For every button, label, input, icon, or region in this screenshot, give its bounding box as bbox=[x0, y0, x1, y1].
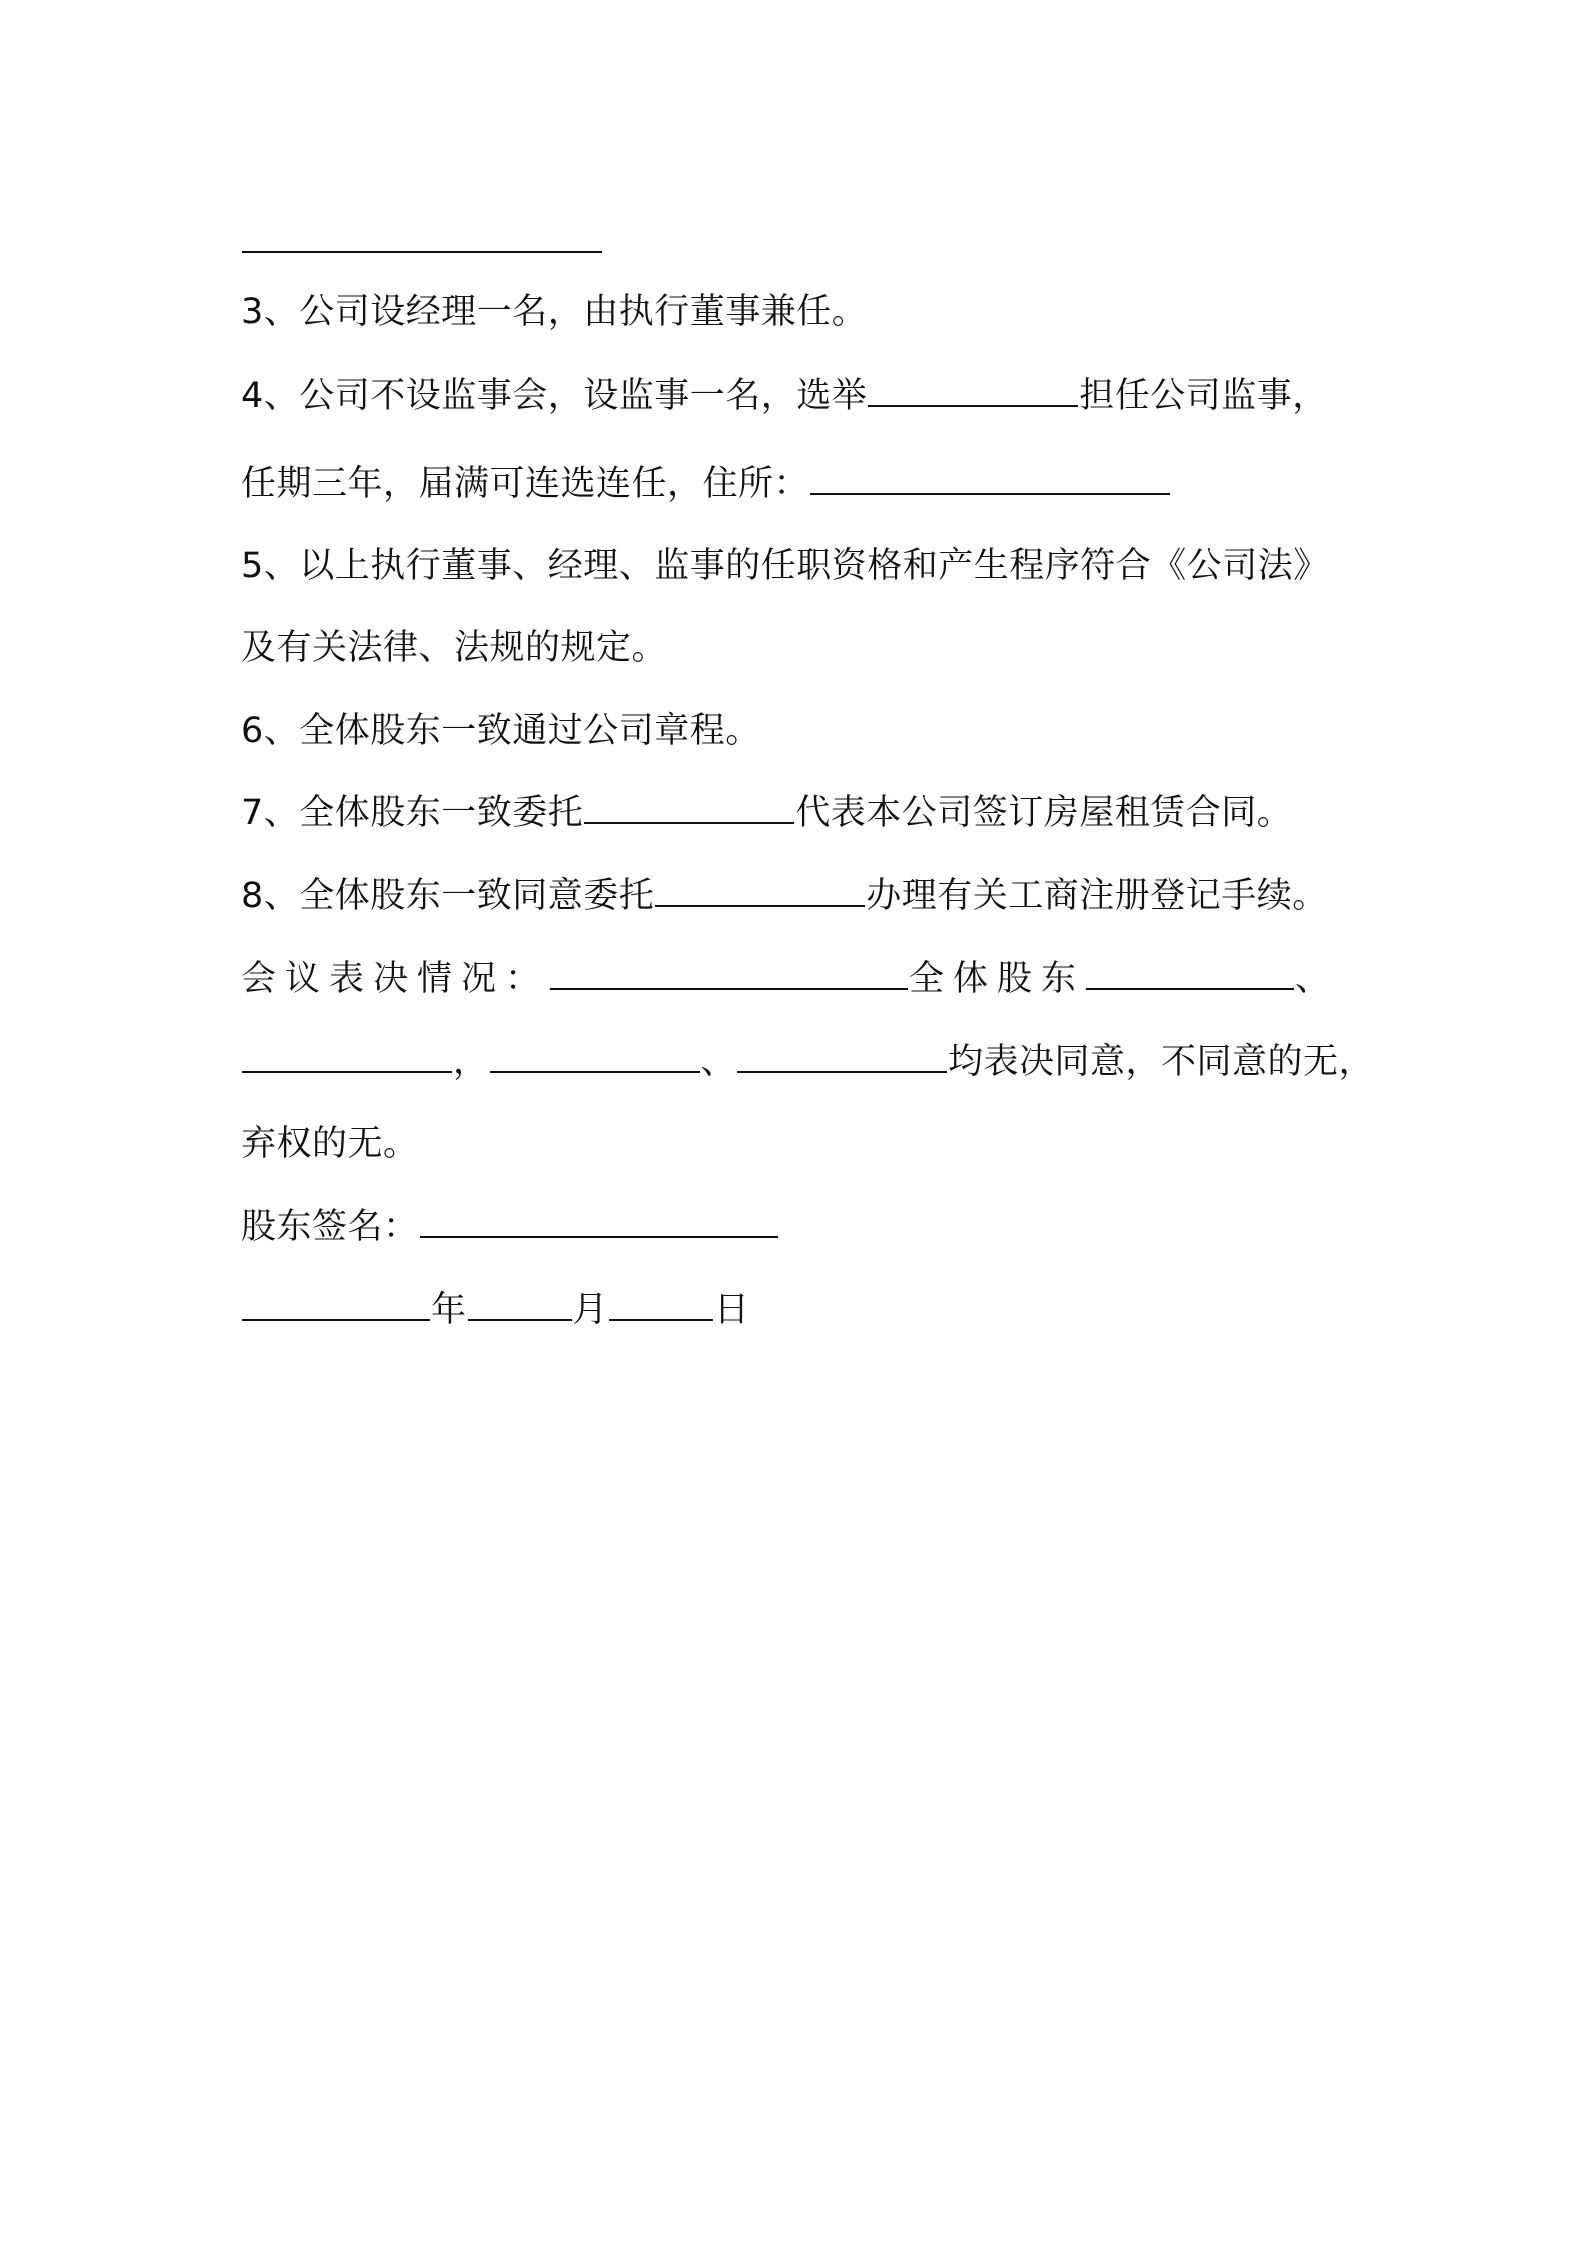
vote-separator-3: 、 bbox=[700, 1042, 737, 1082]
clause-5-text-1: 5、以上执行董事、经理、监事的任职资格和产生程序符合《公司法》 bbox=[241, 546, 1329, 586]
clause-4-term-text: 任期三年，届满可连选连任，住所： bbox=[241, 464, 810, 504]
clause-7-text-pre: 7、全体股东一致委托 bbox=[241, 793, 584, 833]
clause-8 bbox=[241, 872, 1328, 920]
lease-agent-blank[interactable] bbox=[584, 792, 794, 824]
signature-blank[interactable] bbox=[420, 1206, 778, 1238]
clause-7 bbox=[241, 789, 1292, 837]
clause-5-line-1 bbox=[241, 542, 1329, 590]
shareholder-blank-3[interactable] bbox=[490, 1041, 700, 1073]
clause-8-text-pre: 8、全体股东一致同意委托 bbox=[241, 876, 655, 916]
blank-field[interactable] bbox=[242, 221, 602, 253]
vote-blank[interactable] bbox=[550, 958, 908, 990]
year-blank[interactable] bbox=[242, 1289, 430, 1321]
top-blank-line bbox=[241, 218, 603, 266]
vote-result-text: 均表决同意，不同意的无， bbox=[948, 1042, 1375, 1082]
signature-label: 股东签名： bbox=[241, 1207, 419, 1247]
clause-6 bbox=[241, 707, 761, 755]
day-blank[interactable] bbox=[609, 1289, 713, 1321]
clause-4-line-2 bbox=[241, 460, 1171, 508]
clause-4-text-post: 担任公司监事， bbox=[1079, 376, 1328, 416]
clause-8-text-post: 办理有关工商注册登记手续。 bbox=[866, 876, 1328, 916]
vote-abstain-text: 弃权的无。 bbox=[241, 1124, 419, 1164]
clause-7-text-post: 代表本公司签订房屋租赁合同。 bbox=[795, 793, 1293, 833]
month-blank[interactable] bbox=[468, 1289, 572, 1321]
year-label: 年 bbox=[431, 1290, 467, 1330]
day-label: 日 bbox=[714, 1290, 750, 1330]
vote-separator-1: 、 bbox=[1295, 959, 1331, 999]
supervisor-address-blank[interactable] bbox=[810, 463, 1170, 495]
vote-line-3 bbox=[241, 1120, 419, 1168]
shareholder-blank-2[interactable] bbox=[242, 1041, 452, 1073]
supervisor-name-blank[interactable] bbox=[868, 375, 1078, 407]
clause-5-line-2 bbox=[241, 624, 667, 672]
clause-6-text: 6、全体股东一致通过公司章程。 bbox=[241, 711, 761, 751]
month-label: 月 bbox=[572, 1290, 609, 1330]
clause-5-text-2: 及有关法律、法规的规定。 bbox=[241, 628, 668, 668]
registration-agent-blank[interactable] bbox=[655, 875, 865, 907]
clause-3 bbox=[241, 288, 867, 336]
shareholder-blank-1[interactable] bbox=[1086, 958, 1294, 990]
signature-line bbox=[241, 1203, 779, 1251]
clause-4-text-pre: 4、公司不设监事会，设监事一名，选举 bbox=[241, 376, 868, 416]
shareholder-blank-4[interactable] bbox=[737, 1041, 947, 1073]
vote-line-1 bbox=[241, 955, 1331, 1003]
vote-line-2 bbox=[241, 1038, 1374, 1086]
vote-separator-2: ， bbox=[453, 1042, 489, 1082]
clause-4-line-1 bbox=[241, 372, 1328, 420]
vote-all-shareholders: 全体股东 bbox=[909, 959, 1086, 999]
date-line bbox=[241, 1286, 750, 1334]
vote-label: 会议表决情况： bbox=[241, 959, 550, 999]
clause-3-text: 3、公司设经理一名，由执行董事兼任。 bbox=[241, 292, 868, 332]
